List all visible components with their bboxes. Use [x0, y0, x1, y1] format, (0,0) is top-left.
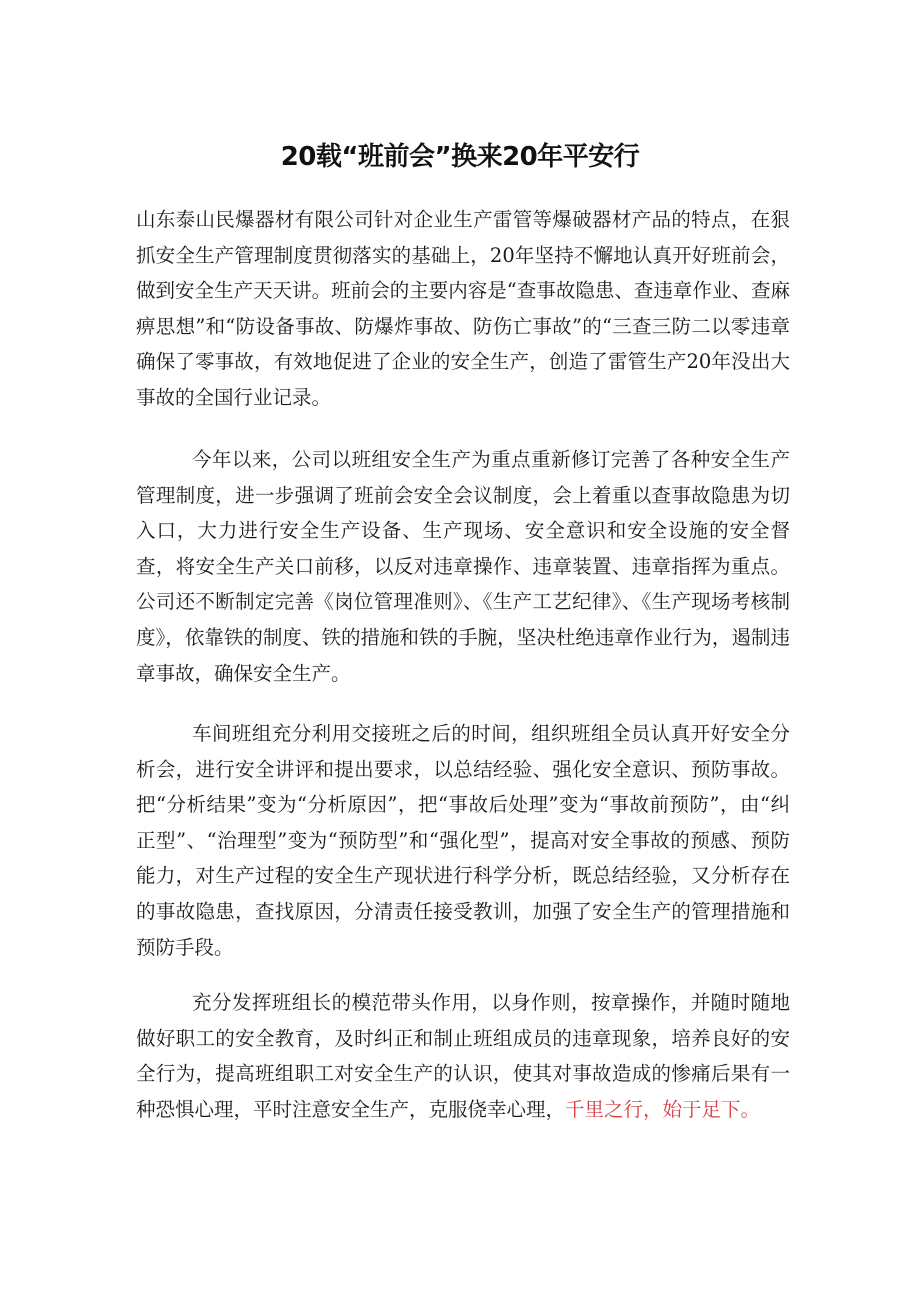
highlighted-phrase: 千里之行，始于足下。 [565, 1097, 761, 1121]
paragraph-3: 车间班组充分利用交接班之后的时间，组织班组全员认真开好安全分析会，进行安全讲评和提出要求，以总结经验、强化安全意识、预防事故。把“分析结果”变为“分析原因”，把“事故后处理”变为“事故前预防”，由“纠正型”、“治理型”变为“预防型”和“强化型”，提高对安全事故的预感、预防能力，对生产过程的安全生产现状进行科学分析，既总结经验，又分析存在的事故隐患，查找原因，分清责任接受教训，加强了安全生产的管理措施和预防手段。 [136, 722, 790, 959]
paragraph-4-text: 充分发挥班组长的模范带头作用，以身作则，按章操作，并随时随地做好职工的安全教育，及时纠正和制止班组成员的违章现象，培养良好的安全行为，提高班组职工对安全生产的认识，使其对事故造成的惨痛后果有一种恐惧心理，平时注意安全生产，克服侥幸心理， [136, 991, 790, 1121]
paragraph-2: 今年以来，公司以班组安全生产为重点重新修订完善了各种安全生产管理制度，进一步强调了班前会安全会议制度，会上着重以查事故隐患为切入口，大力进行安全生产设备、生产现场、安全意识和安全设施的安全督查，将安全生产关口前移，以反对违章操作、违章装置、违章指挥为重点。公司还不断制定完善《岗位管理准则》、《生产工艺纪律》、《生产现场考核制度》，依靠铁的制度、铁的措施和铁的手腕，坚决杜绝违章作业行为，遏制违章事故，确保安全生产。 [136, 448, 790, 685]
document-title: 20载“班前会”换来20年平安行 [280, 142, 640, 172]
paragraph-4 [136, 985, 790, 1127]
paragraph-1: 山东泰山民爆器材有限公司针对企业生产雷管等爆破器材产品的特点，在狠抓安全生产管理制度贯彻落实的基础上，20年坚持不懈地认真开好班前会，做到安全生产天天讲。班前会的主要内容是“查事故隐患、查违章作业、查麻痹思想”和“防设备事故、防爆炸事故、防伤亡事故”的“三查三防二以零违章确保了零事故，有效地促进了企业的安全生产，创造了雷管生产20年没出大事故的全国行业记录。 [136, 208, 790, 409]
